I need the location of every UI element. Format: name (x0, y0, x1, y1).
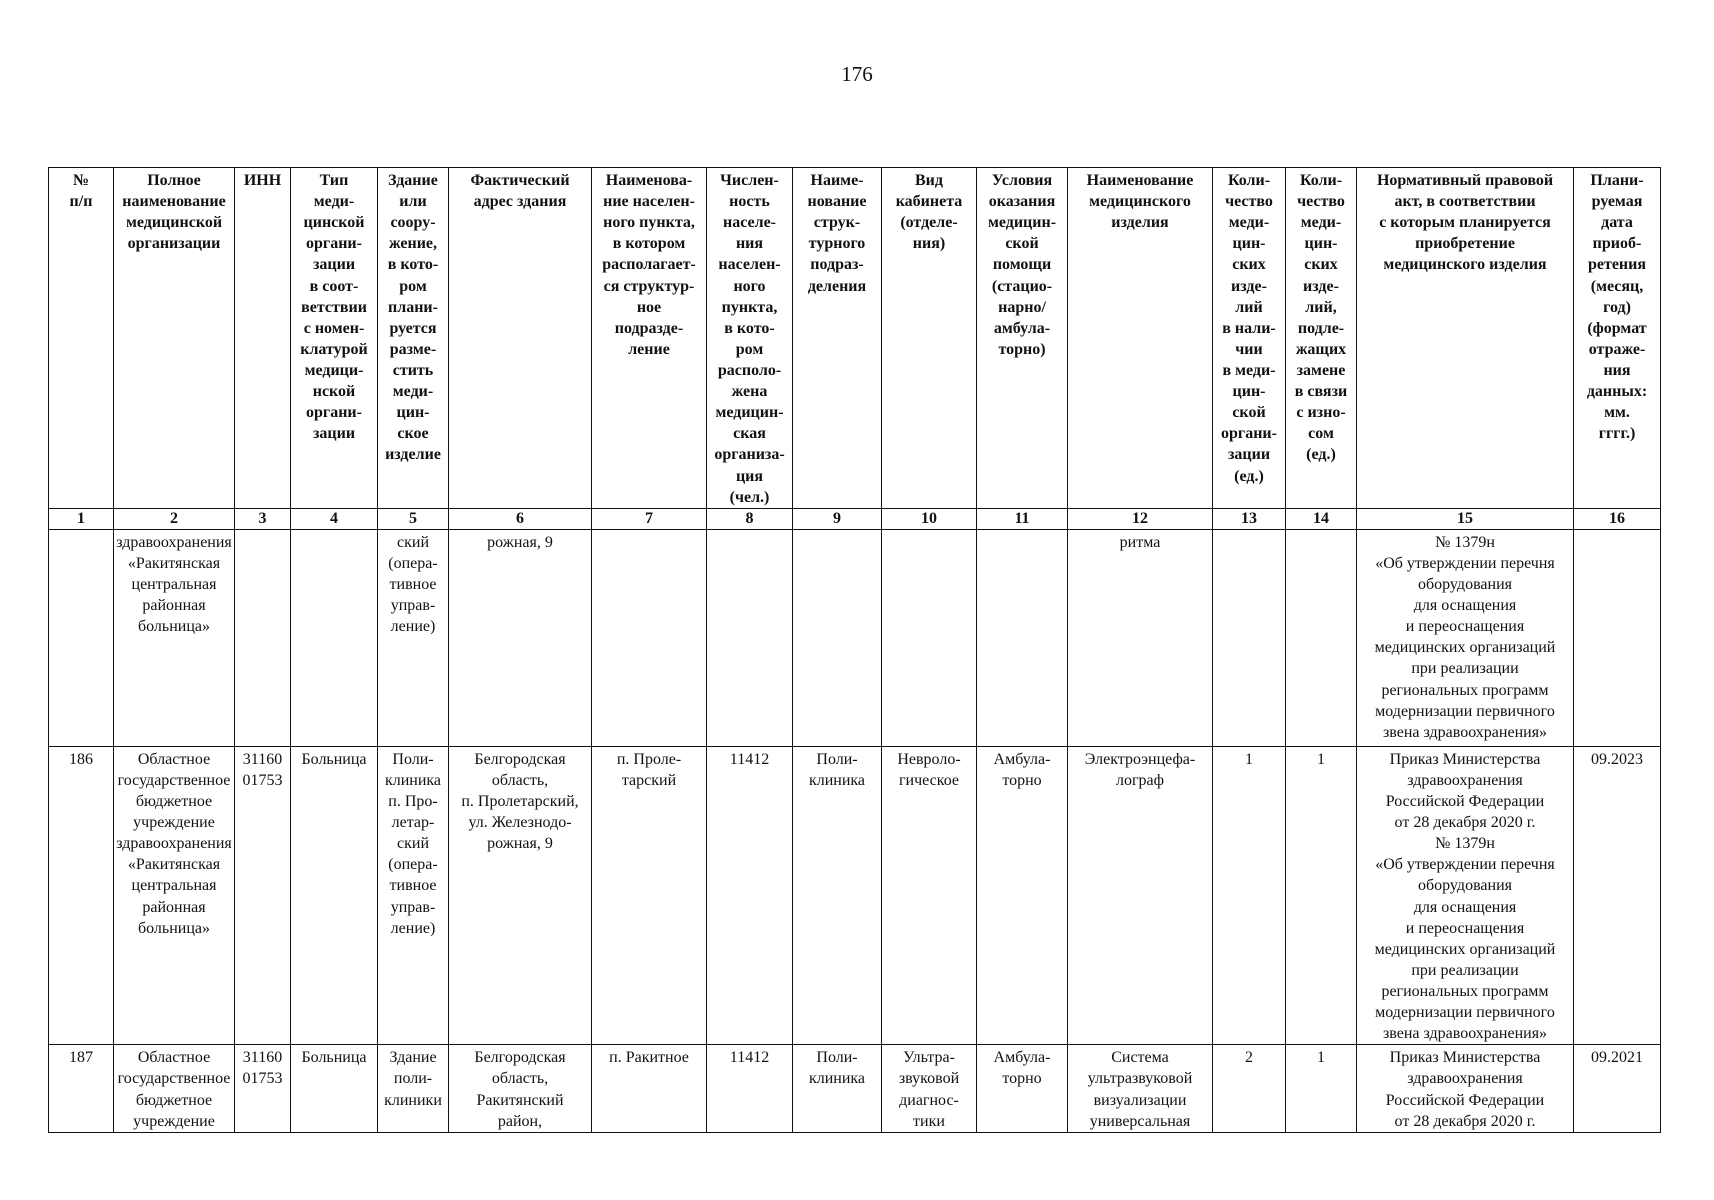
column-header-10: Вид кабинета (отделе- ния) (882, 168, 977, 509)
table-cell: Областное государственное бюджетное учреждение (114, 1045, 235, 1132)
column-header-12: Наименование медицинского изделия (1068, 168, 1213, 509)
table-row (49, 746, 1661, 1045)
table-cell (707, 529, 793, 746)
table-cell: 31160 01753 (235, 746, 291, 1045)
column-number-9: 9 (793, 508, 882, 529)
table-cell: Поли- клиника п. Про- летар- ский (опера- тивное управ- ление) (378, 746, 449, 1045)
table-cell: Белгородская область, п. Пролетарский, ул. Железнодо- рожная, 9 (449, 746, 592, 1045)
table-row (49, 1045, 1661, 1132)
column-number-15: 15 (1357, 508, 1574, 529)
column-number-11: 11 (977, 508, 1068, 529)
table-cell: 1 (1213, 746, 1286, 1045)
table-cell: Больница (291, 746, 378, 1045)
column-number-4: 4 (291, 508, 378, 529)
table-cell: Приказ Министерства здравоохранения Российской Федерации от 28 декабря 2020 г. № 1379н «Об утверждении перечня оборудования для оснащения и переоснащения медицинских организаций при реализации региональных программ модернизации первичного звена здравоохранения» (1357, 746, 1574, 1045)
table-cell: № 1379н «Об утверждении перечня оборудования для оснащения и переоснащения медицинских организаций при реализации региональных программ модернизации первичного звена здравоохранения» (1357, 529, 1574, 746)
column-header-6: Фактический адрес здания (449, 168, 592, 509)
column-number-12: 12 (1068, 508, 1213, 529)
page-number: 176 (841, 62, 873, 86)
column-header-16: Плани- руемая дата приоб- ретения (месяц, год) (формат отраже- ния данных: мм. гггг.) (1574, 168, 1661, 509)
table-cell: Система ультразвуковой визуализации универсальная (1068, 1045, 1213, 1132)
table-cell: 31160 01753 (235, 1045, 291, 1132)
table-cell: Поли- клиника (793, 1045, 882, 1132)
column-number-2: 2 (114, 508, 235, 529)
column-number-13: 13 (1213, 508, 1286, 529)
table-cell (977, 529, 1068, 746)
column-header-8: Числен- ность населе- ния населен- ного пункта, в кото- ром располо- жена медицин- ская организа- ция (чел.) (707, 168, 793, 509)
table-cell: п. Проле- тарский (592, 746, 707, 1045)
table-cell: рожная, 9 (449, 529, 592, 746)
column-header-5: Здание или соору- жение, в кото- ром плани- руется разме- стить меди- цин- ское изделие (378, 168, 449, 509)
table-cell: Невроло- гическое (882, 746, 977, 1045)
table-cell: Больница (291, 1045, 378, 1132)
table-cell (882, 529, 977, 746)
column-number-1: 1 (49, 508, 114, 529)
column-number-7: 7 (592, 508, 707, 529)
table-cell: ритма (1068, 529, 1213, 746)
table-cell (1286, 529, 1357, 746)
table-cell: 187 (49, 1045, 114, 1132)
table-cell: Амбула- торно (977, 1045, 1068, 1132)
table-cell: 11412 (707, 1045, 793, 1132)
column-header-4: Тип меди- цинской органи- зации в соот- ветствии с номен- клатурой медици- нской органи- зации (291, 168, 378, 509)
column-header-3: ИНН (235, 168, 291, 509)
table-cell: Приказ Министерства здравоохранения Российской Федерации от 28 декабря 2020 г. (1357, 1045, 1574, 1132)
column-header-7: Наименова- ние населен- ного пункта, в котором располагает- ся структур- ное подразде- ление (592, 168, 707, 509)
table-cell (49, 529, 114, 746)
column-number-row (49, 508, 1661, 529)
table-cell: ский (опера- тивное управ- ление) (378, 529, 449, 746)
table-cell: Ультра- звуковой диагнос- тики (882, 1045, 977, 1132)
header-row (49, 168, 1661, 509)
table-cell: Белгородская область, Ракитянский район, (449, 1045, 592, 1132)
equipment-table (48, 167, 1661, 1133)
table-cell: 186 (49, 746, 114, 1045)
column-header-2: Полное наименование медицинской организации (114, 168, 235, 509)
column-number-14: 14 (1286, 508, 1357, 529)
table-cell: 1 (1286, 1045, 1357, 1132)
column-number-3: 3 (235, 508, 291, 529)
table-cell (235, 529, 291, 746)
column-header-9: Наиме- нование струк- турного подраз- деления (793, 168, 882, 509)
table-cell (592, 529, 707, 746)
column-header-13: Коли- чество меди- цин- ских изде- лий в нали- чии в меди- цин- ской органи- зации (ед.) (1213, 168, 1286, 509)
column-number-5: 5 (378, 508, 449, 529)
column-header-15: Нормативный правовой акт, в соответствии с которым планируется приобретение медицинского изделия (1357, 168, 1574, 509)
table-cell (793, 529, 882, 746)
column-number-6: 6 (449, 508, 592, 529)
column-number-16: 16 (1574, 508, 1661, 529)
table-cell: 09.2023 (1574, 746, 1661, 1045)
table-cell: Здание поли- клиники (378, 1045, 449, 1132)
table-cell (1574, 529, 1661, 746)
table-cell: 09.2021 (1574, 1045, 1661, 1132)
column-number-8: 8 (707, 508, 793, 529)
column-number-10: 10 (882, 508, 977, 529)
table-cell: п. Ракитное (592, 1045, 707, 1132)
column-header-14: Коли- чество меди- цин- ских изде- лий, подле- жащих замене в связи с изно- сом (ед.) (1286, 168, 1357, 509)
table-row (49, 529, 1661, 746)
table-cell (1213, 529, 1286, 746)
column-header-11: Условия оказания медицин- ской помощи (стацио- нарно/ амбула- торно) (977, 168, 1068, 509)
table-cell: 1 (1286, 746, 1357, 1045)
table-cell: Поли- клиника (793, 746, 882, 1045)
table-cell: Областное государственное бюджетное учреждение здравоохранения «Ракитянская центральная районная больница» (114, 746, 235, 1045)
column-header-1: № п/п (49, 168, 114, 509)
table-cell: Электроэнцефа- лограф (1068, 746, 1213, 1045)
table-cell: 2 (1213, 1045, 1286, 1132)
table-body (49, 529, 1661, 1132)
table-cell: 11412 (707, 746, 793, 1045)
table-cell (291, 529, 378, 746)
table-cell: здравоохранения «Ракитянская центральная районная больница» (114, 529, 235, 746)
table-cell: Амбула- торно (977, 746, 1068, 1045)
